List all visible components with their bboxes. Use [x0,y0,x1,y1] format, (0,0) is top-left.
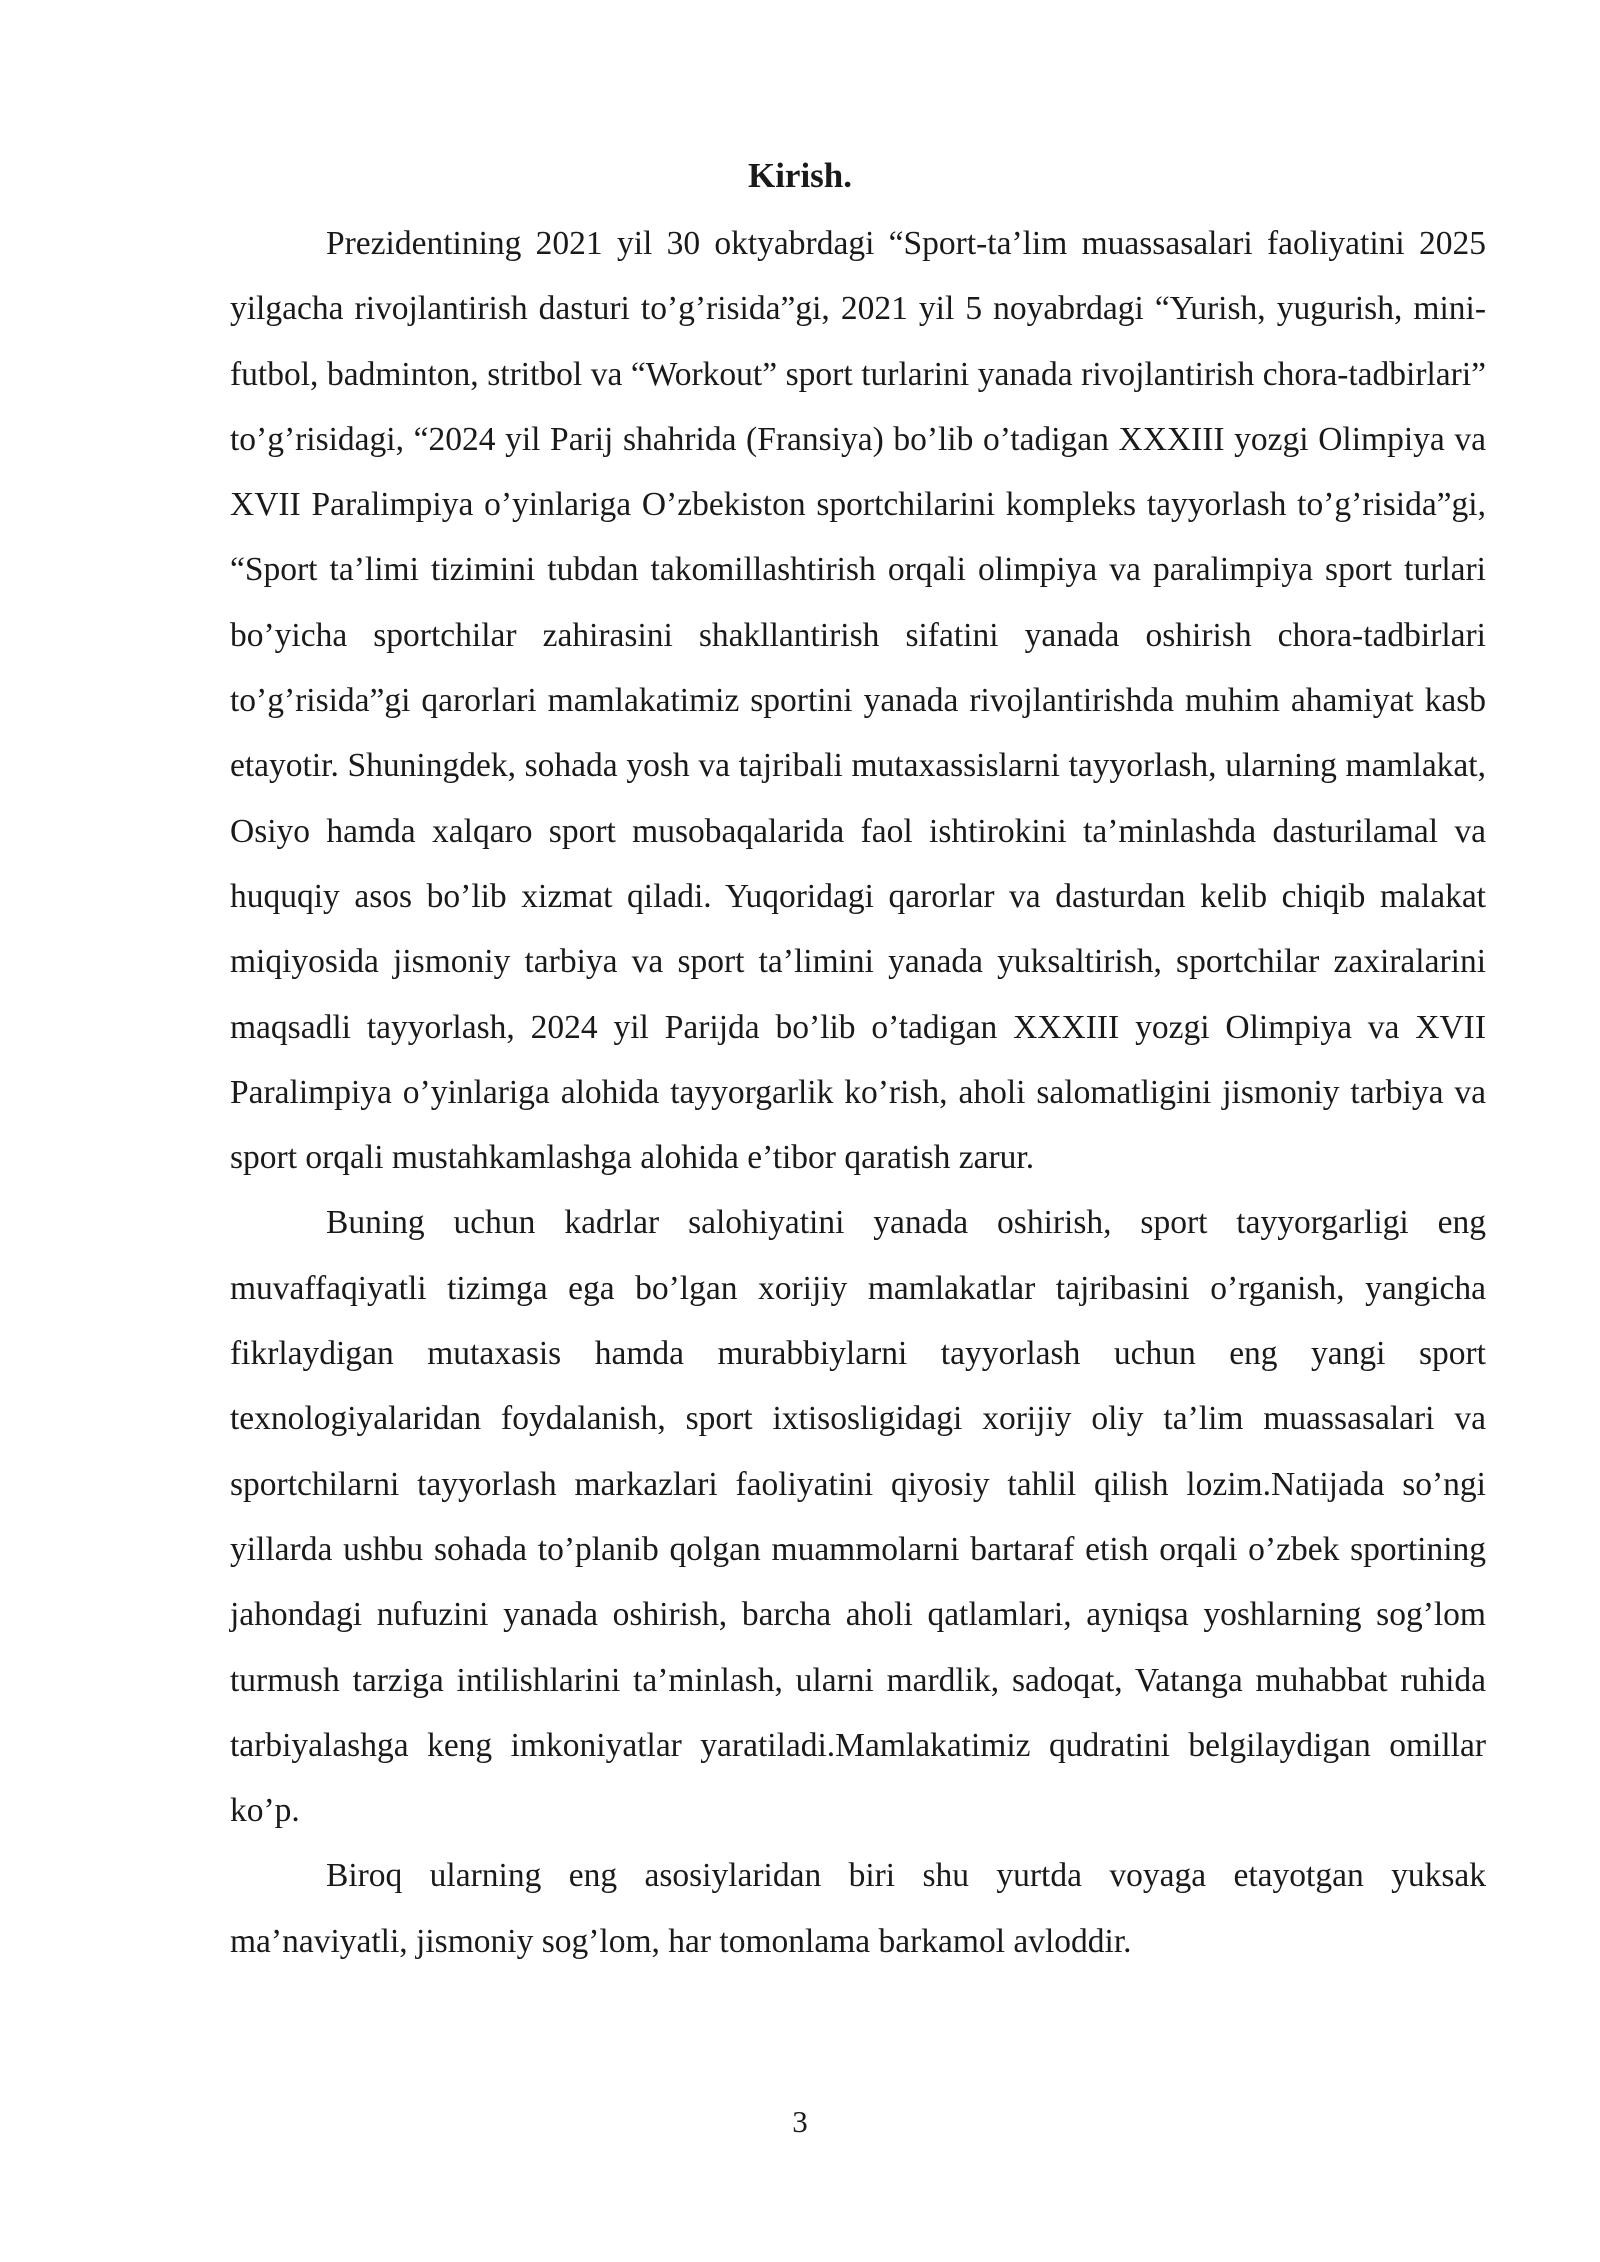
paragraph-1: Prezidentining 2021 yil 30 oktyabrdagi “Sport-ta’lim muassasalari faoliyatini 2025 yilgacha rivojlantirish dasturi to’g’risida”gi, 2021 yil 5 noyabrdagi “Yurish, yugurish, mini-futbol, badminton, stritbol va “Workout” sport turlarini yanada rivojlantirish chora-tadbirlari” to’g’risidagi, “2024 yil Parij shahrida (Fransiya) bo’lib o’tadigan XXXIII yozgi Olimpiya va XVII Paralimpiya o’yinlariga O’zbekiston sportchilarini kompleks tayyorlash to’g’risida”gi, “Sport ta’limi tizimini tubdan takomillashtirish orqali olimpiya va paralimpiya sport turlari bo’yicha sportchilar zahirasini shakllantirish sifatini yanada oshirish chora-tadbirlari to’g’risida”gi qarorlari mamlakatimiz sportini yanada rivojlantirishda muhim ahamiyat kasb etayotir. Shuningdek, sohada yosh va tajribali mutaxassislarni tayyorlash, ularning mamlakat, Osiyo hamda xalqaro sport musobaqalarida faol ishtirokini ta’minlashda dasturilamal va huquqiy asos bo’lib xizmat qiladi. Yuqoridagi qarorlar va dasturdan kelib chiqib malakat miqiyosida jismoniy tarbiya va sport ta’limini yanada yuksaltirish, sportchilar zaxiralarini maqsadli tayyorlash, 2024 yil Parijda bo’lib o’tadigan XXXIII yozgi Olimpiya va XVII Paralimpiya o’yinlariga alohida tayyorgarlik ko’rish, aholi salomatligini jismoniy tarbiya va sport orqali mustahkamlashga alohida e’tibor qaratish zarur. [230,225,1486,1177]
document-body [230,211,1486,1974]
section-heading: Kirish. [747,156,853,195]
paragraph-2: Buning uchun kadrlar salohiyatini yanada oshirish, sport tayyorgarligi eng muvaffaqiyatli tizimga ega bo’lgan xorijiy mamlakatlar tajribasini o’rganish, yangicha fikrlaydigan mutaxasis hamda murabbiylarni tayyorlash uchun eng yangi sport texnologiyalaridan foydalanish, sport ixtisosligidagi xorijiy oliy ta’lim muassasalari va sportchilarni tayyorlash markazlari faoliyatini qiyosiy tahlil qilish lozim.Natijada so’ngi yillarda ushbu sohada to’planib qolgan muammolarni bartaraf etish orqali o’zbek sportining jahondagi nufuzini yanada oshirish, barcha aholi qatlamlari, ayniqsa yoshlarning sog’lom turmush tarziga intilishlarini ta’minlash, ularni mardlik, sadoqat, Vatanga muhabbat ruhida tarbiyalashga keng imkoniyatlar yaratiladi.Mamlakatimiz qudratini belgilaydigan omillar ko’p. [230,1204,1486,1830]
page-number: 3 [792,2104,808,2139]
paragraph-3: Biroq ularning eng asosiylaridan biri shu yurtda voyaga etayotgan yuksak ma’naviyatli, jismoniy sog’lom, har tomonlama barkamol avloddir. [230,1857,1486,1960]
